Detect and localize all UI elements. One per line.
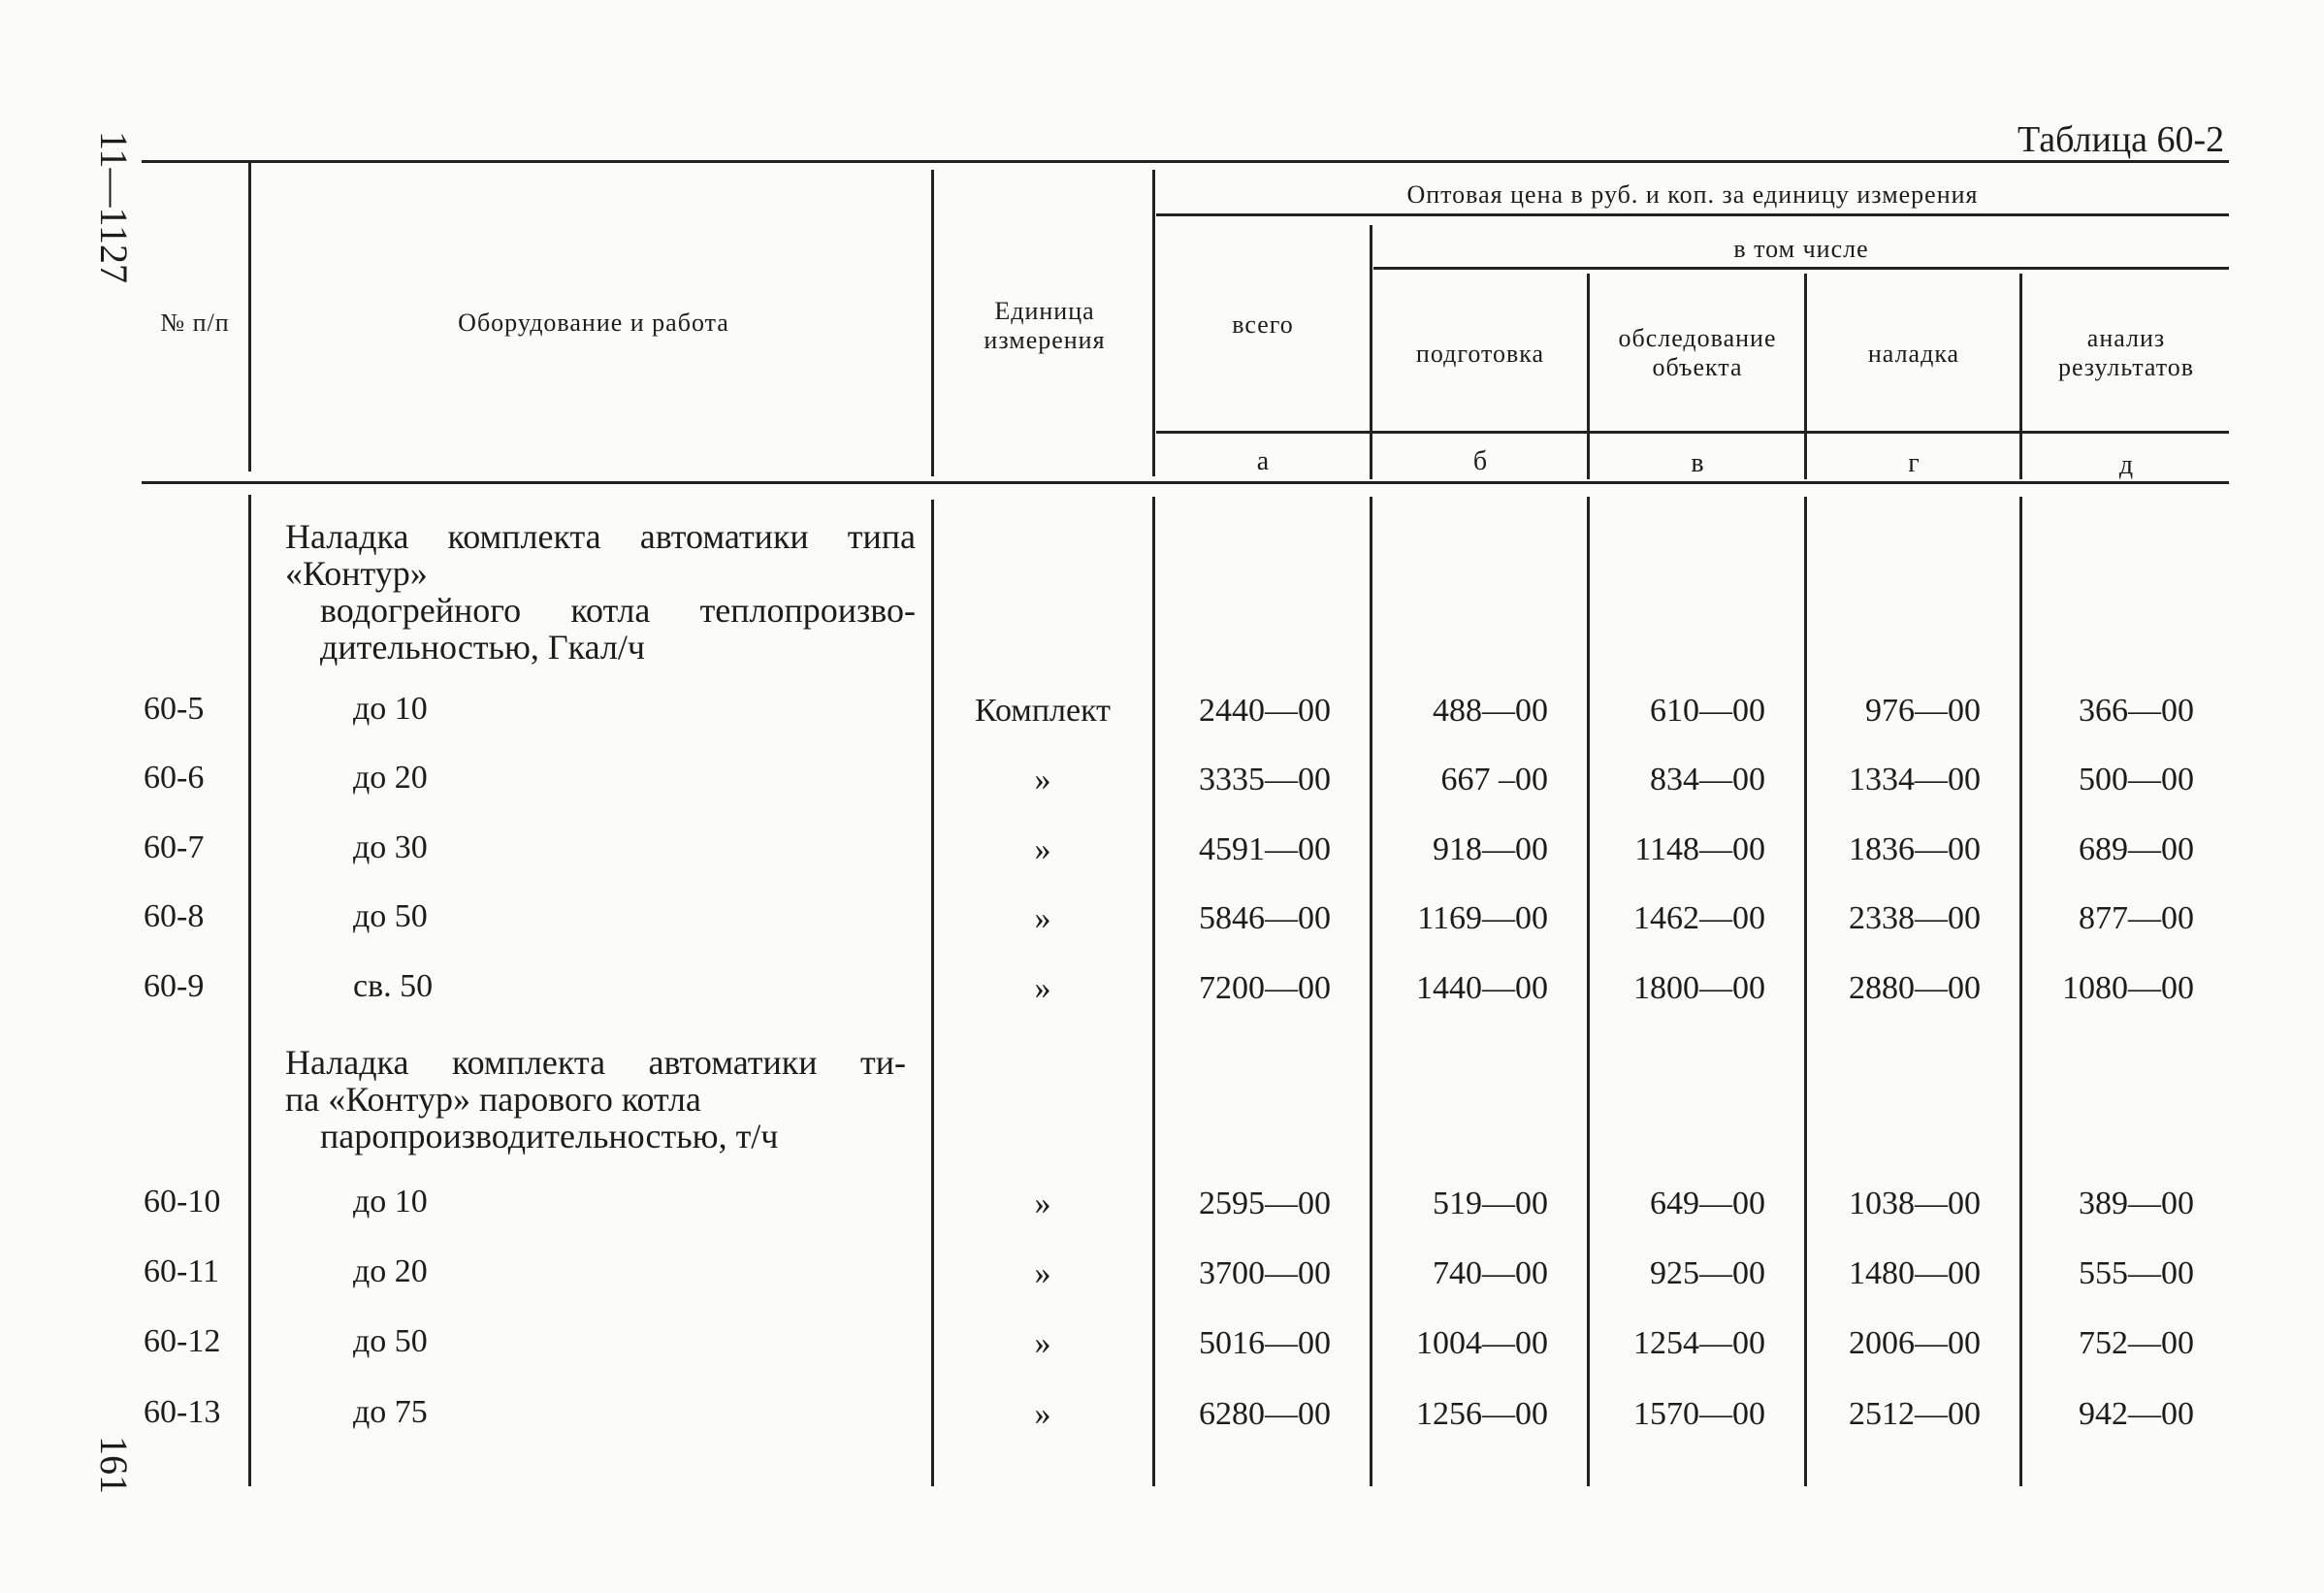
row-value-prep: 1440—00: [1416, 970, 1548, 1006]
row-name: до 10: [353, 1184, 428, 1219]
row-value-analysis: 752—00: [2079, 1325, 2194, 1361]
row-value-setup: 1480—00: [1849, 1255, 1981, 1291]
row-name: до 50: [353, 898, 428, 934]
row-value-survey: 925—00: [1650, 1255, 1765, 1291]
row-value-analysis: 389—00: [2079, 1186, 2194, 1221]
row-number: 60-10: [144, 1184, 221, 1219]
group-2-title-line: па «Контур» парового котла: [285, 1080, 701, 1119]
row-value-setup: 976—00: [1865, 693, 1981, 729]
row-value-survey: 1570—00: [1633, 1396, 1765, 1432]
row-value-prep: 519—00: [1433, 1186, 1548, 1221]
row-value-survey: 1254—00: [1633, 1325, 1765, 1361]
row-name: до 20: [353, 760, 428, 796]
row-value-setup: 2006—00: [1849, 1325, 1981, 1361]
row-unit: Комплект: [974, 693, 1112, 729]
row-value-analysis: 555—00: [2079, 1255, 2194, 1291]
row-value-survey: 1148—00: [1634, 831, 1765, 867]
header-price-group: Оптовая цена в руб. и коп. за единицу измерения: [1406, 180, 1979, 209]
row-value-setup: 1334—00: [1849, 762, 1981, 797]
row-number: 60-7: [144, 829, 205, 865]
header-analysis: анализ результатов: [2057, 324, 2195, 381]
row-value-setup: 2338—00: [1849, 900, 1981, 936]
header-bottom-rule: [142, 481, 2229, 484]
row-value-prep: 667 –00: [1440, 762, 1548, 797]
group-1-title-line: дительностью, Гкал/ч: [320, 628, 645, 666]
header-vline-7: [2019, 274, 2022, 479]
row-name: до 30: [353, 829, 428, 865]
row-value-prep: 1004—00: [1416, 1325, 1548, 1361]
subgroup-rule: [1373, 267, 2229, 270]
row-value-survey: 610—00: [1650, 693, 1765, 729]
header-survey: обследование объекта: [1618, 324, 1777, 381]
body-vline-1: [248, 495, 251, 1486]
header-vline-6: [1804, 274, 1807, 479]
row-value-analysis: 689—00: [2079, 831, 2194, 867]
row-name: до 50: [353, 1323, 428, 1359]
row-value-survey: 649—00: [1650, 1186, 1765, 1221]
group-title-1: [285, 518, 916, 666]
row-name: до 20: [353, 1253, 428, 1289]
row-unit: »: [1034, 1396, 1051, 1432]
row-number: 60-9: [144, 968, 205, 1004]
row-value-analysis: 1080—00: [2062, 970, 2194, 1006]
header-letter-rule: [1156, 431, 2229, 434]
row-value-setup: 2880—00: [1849, 970, 1981, 1006]
header-sub-group: в том числе: [1733, 235, 1869, 263]
row-value-prep: 740—00: [1433, 1255, 1548, 1291]
row-unit: »: [1034, 970, 1051, 1006]
row-unit: »: [1034, 762, 1051, 797]
header-letter-v: в: [1691, 448, 1704, 478]
header-total: всего: [1232, 310, 1294, 339]
row-value-setup: 2512—00: [1849, 1396, 1981, 1432]
row-value-prep: 488—00: [1433, 693, 1548, 729]
header-vline-1: [248, 163, 251, 471]
row-value-total: 7200—00: [1199, 970, 1331, 1006]
header-letter-b: б: [1472, 446, 1488, 476]
page-margin-code: 11—1127: [92, 131, 136, 284]
row-value-total: 6280—00: [1199, 1396, 1331, 1432]
header-letter-d: д: [2118, 450, 2134, 480]
row-name: до 75: [353, 1394, 428, 1430]
header-vline-4: [1370, 225, 1372, 479]
row-value-total: 2595—00: [1199, 1186, 1331, 1221]
row-value-total: 3335—00: [1199, 762, 1331, 797]
row-value-prep: 1169—00: [1417, 900, 1548, 936]
row-value-survey: 834—00: [1650, 762, 1765, 797]
row-unit: »: [1034, 1255, 1051, 1291]
row-unit: »: [1034, 831, 1051, 867]
table-top-rule: [142, 160, 2229, 163]
page-number: 161: [92, 1436, 136, 1494]
row-value-analysis: 942—00: [2079, 1396, 2194, 1432]
row-value-setup: 1038—00: [1849, 1186, 1981, 1221]
row-unit: »: [1034, 900, 1051, 936]
row-name: св. 50: [353, 968, 434, 1004]
row-value-total: 5016—00: [1199, 1325, 1331, 1361]
row-number: 60-11: [144, 1253, 220, 1289]
row-value-analysis: 500—00: [2079, 762, 2194, 797]
row-value-setup: 1836—00: [1849, 831, 1981, 867]
row-name: до 10: [353, 691, 428, 727]
row-number: 60-12: [144, 1323, 221, 1359]
row-value-prep: 1256—00: [1416, 1396, 1548, 1432]
header-equipment: Оборудование и работа: [458, 309, 729, 337]
row-value-total: 2440—00: [1199, 693, 1331, 729]
group-2-title-line: паропроизводительностью, т/ч: [320, 1117, 779, 1155]
row-value-total: 4591—00: [1199, 831, 1331, 867]
row-value-analysis: 366—00: [2079, 693, 2194, 729]
row-unit: »: [1034, 1186, 1051, 1221]
price-group-rule: [1156, 213, 2229, 216]
row-unit: »: [1034, 1325, 1051, 1361]
row-number: 60-8: [144, 898, 205, 934]
header-letter-a: а: [1256, 446, 1270, 476]
header-setup: наладка: [1867, 340, 1960, 368]
table-caption: Таблица 60-2: [2017, 119, 2225, 160]
group-1-title-line: водогрейного котла теплопроизво-: [320, 591, 916, 630]
row-value-total: 3700—00: [1199, 1255, 1331, 1291]
row-value-survey: 1462—00: [1633, 900, 1765, 936]
row-number: 60-13: [144, 1394, 221, 1430]
row-value-survey: 1800—00: [1633, 970, 1765, 1006]
header-num: № п/п: [160, 309, 230, 337]
header-vline-3: [1152, 170, 1155, 476]
group-1-title-line: «Контур»: [285, 554, 428, 593]
group-title-2: [285, 1044, 906, 1154]
header-vline-5: [1587, 274, 1590, 479]
header-unit: Единица измерения: [984, 297, 1106, 354]
header-letter-g: г: [1908, 448, 1920, 478]
group-1-title-line: Наладка комплекта автоматики типа: [285, 517, 916, 556]
row-value-analysis: 877—00: [2079, 900, 2194, 936]
row-value-prep: 918—00: [1433, 831, 1548, 867]
row-number: 60-6: [144, 760, 205, 796]
row-value-total: 5846—00: [1199, 900, 1331, 936]
header-prep: подготовка: [1415, 340, 1545, 368]
row-number: 60-5: [144, 691, 205, 727]
group-2-title-line: Наладка комплекта автоматики ти-: [285, 1043, 906, 1082]
